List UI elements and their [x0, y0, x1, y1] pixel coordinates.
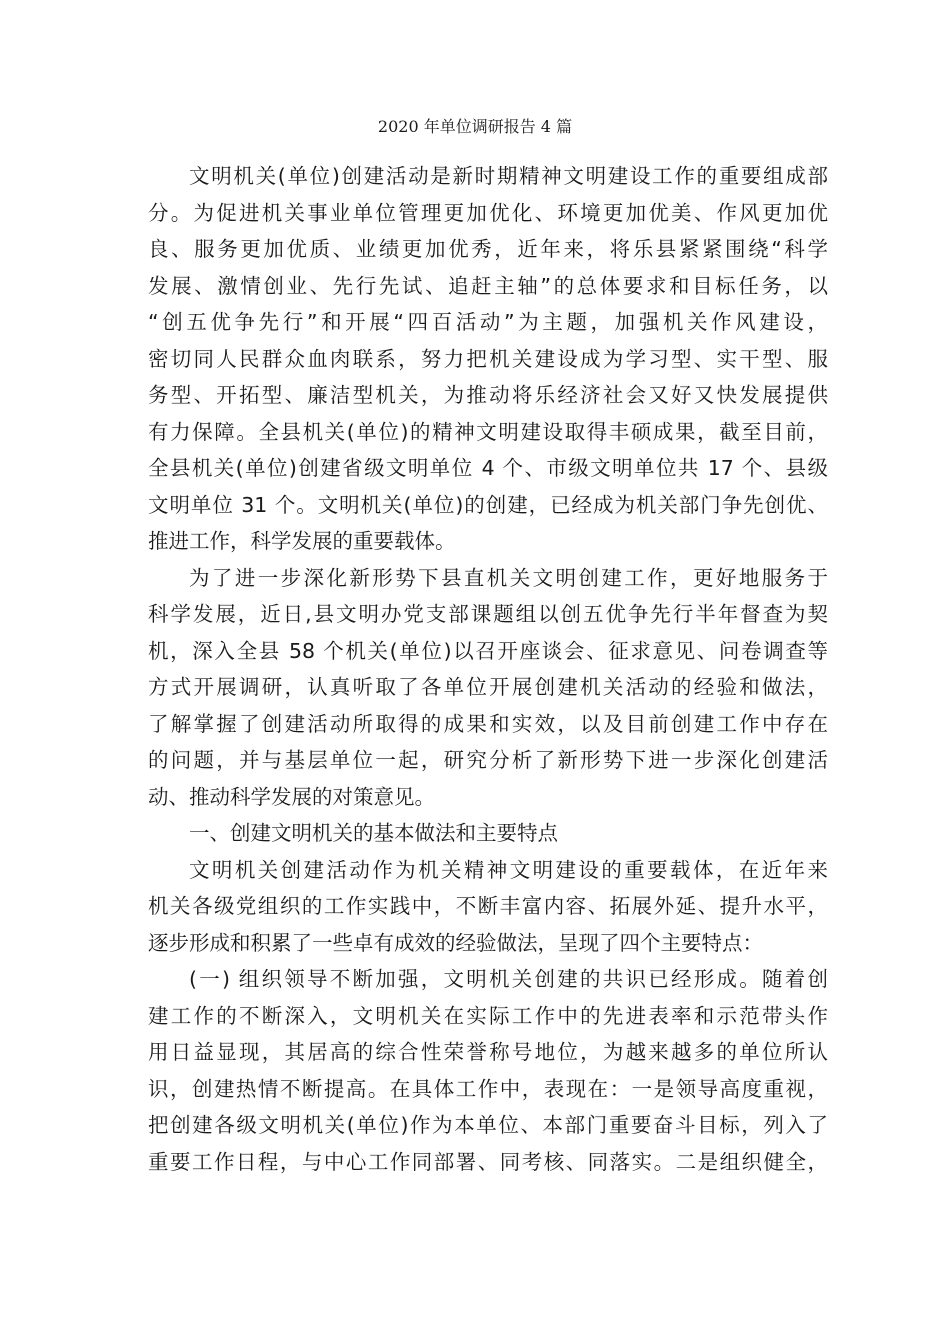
- text-line: 机，深入全县 58 个机关(单位)以召开座谈会、征求意见、问卷调查等: [148, 638, 828, 663]
- text-line: 的问题，并与基层单位一起，研究分析了新形势下进一步深化创建活: [148, 748, 828, 772]
- text-line: 务型、开拓型、廉洁型机关，为推动将乐经济社会又好又快发展提供: [148, 383, 828, 407]
- text-line: 动、推动科学发展的对策意见。: [148, 784, 435, 809]
- document-title: 2020 年单位调研报告 4 篇: [377, 117, 573, 136]
- text-line: 用日益显现，其居高的综合性荣誉称号地位，为越来越多的单位所认: [148, 1040, 828, 1064]
- text-line: 文明机关创建活动作为机关精神文明建设的重要载体，在近年来: [189, 857, 828, 882]
- text-line: 推进工作，科学发展的重要载体。: [148, 529, 456, 553]
- text-line: 发展、激情创业、先行先试、追赶主轴”的总体要求和目标任务，以: [148, 273, 828, 298]
- text-line: “创五优争先行”和开展“四百活动”为主题，加强机关作风建设，: [148, 310, 828, 334]
- text-line: 识，创建热情不断提高。在具体工作中，表现在：一是领导高度重视，: [148, 1076, 828, 1101]
- text-line: 文明机关(单位)创建活动是新时期精神文明建设工作的重要组成部: [189, 164, 828, 188]
- text-line: 重要工作日程，与中心工作同部署、同考核、同落实。二是组织健全，: [148, 1149, 828, 1174]
- text-line: 了解掌握了创建活动所取得的成果和实效，以及目前创建工作中存在: [148, 711, 828, 736]
- text-line: 密切同人民群众血肉联系，努力把机关建设成为学习型、实干型、服: [148, 346, 828, 371]
- text-line: 机关各级党组织的工作实践中，不断丰富内容、拓展外延、提升水平，: [148, 894, 828, 918]
- text-line: 建工作的不断深入，文明机关在实际工作中的先进表率和示范带头作: [148, 1003, 828, 1028]
- text-line: 科学发展，近日,县文明办党支部课题组以创五优争先行半年督查为契: [148, 602, 828, 626]
- document-body: [148, 158, 828, 1180]
- text-line: 把创建各级文明机关(单位)作为本单位、本部门重要奋斗目标，列入了: [148, 1113, 828, 1137]
- text-line: (一) 组织领导不断加强，文明机关创建的共识已经形成。随着创: [189, 967, 828, 991]
- text-line: 文明单位 31 个。文明机关(单位)的创建，已经成为机关部门争先创优、: [148, 492, 828, 517]
- text-line: 有力保障。全县机关(单位)的精神文明建设取得丰硕成果，截至目前，: [148, 419, 828, 444]
- text-line: 逐步形成和积累了一些卓有成效的经验做法，呈现了四个主要特点：: [148, 930, 763, 955]
- text-line: 分。为促进机关事业单位管理更加优化、环境更加优美、作风更加优: [148, 200, 828, 225]
- text-line: 方式开展调研，认真听取了各单位开展创建机关活动的经验和做法，: [148, 675, 828, 699]
- text-line: 良、服务更加优质、业绩更加优秀，近年来，将乐县紧紧围绕“科学: [148, 237, 828, 261]
- text-line: 为了进一步深化新形势下县直机关文明创建工作，更好地服务于: [189, 565, 828, 590]
- text-line: 全县机关(单位)创建省级文明单位 4 个、市级文明单位共 17 个、县级: [148, 456, 828, 480]
- text-line: 一、创建文明机关的基本做法和主要特点: [189, 821, 558, 845]
